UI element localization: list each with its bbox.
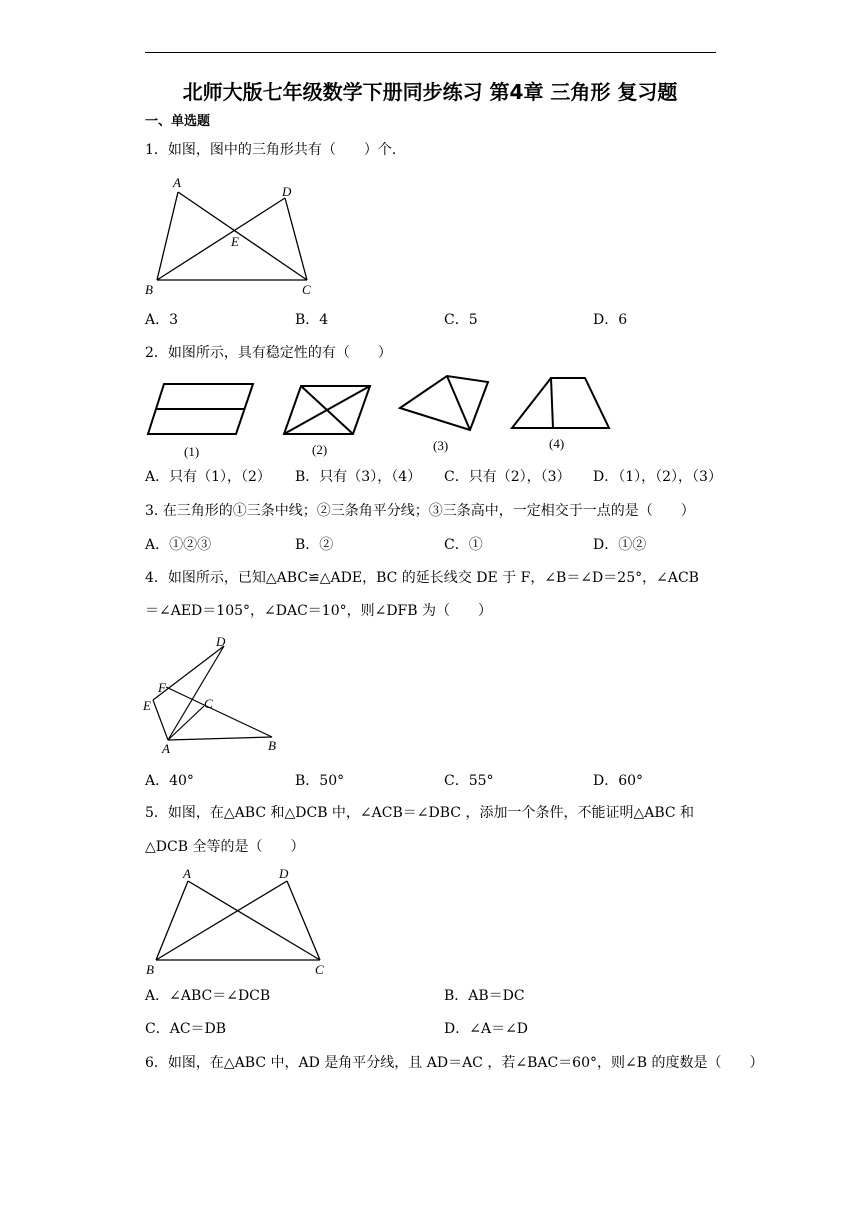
q5-option-d: D．∠A＝∠D — [444, 1021, 529, 1037]
q4-option-c: C．55° — [444, 773, 494, 789]
section-heading: 一、单选题 — [145, 114, 211, 129]
q5-option-c: C．AC＝DB — [145, 1021, 227, 1037]
fig2-label-4: (4) — [549, 436, 565, 451]
question-6-stem: 6．如图，在△ABC 中，AD 是角平分线，且 AD＝AC ，若∠BAC＝60°，则∠B 的度数是（ ） — [145, 1055, 764, 1071]
fig1-label-e: E — [231, 234, 239, 249]
question-2-figure — [140, 370, 620, 462]
fig2-label-1: (1) — [184, 444, 200, 459]
question-5-stem-line-2: △DCB 全等的是（ ） — [145, 839, 305, 855]
q5-option-a: A．∠ABC＝∠DCB — [145, 988, 271, 1004]
q2-option-d: D．（1），（2），（3） — [593, 469, 722, 485]
fig2-label-3: (3) — [433, 438, 449, 453]
fig5-label-a: A — [183, 866, 191, 881]
question-1-figure — [140, 170, 330, 300]
fig4-label-d: D — [216, 634, 226, 649]
fig5-label-d: D — [279, 866, 289, 881]
q4-option-b: B．50° — [295, 773, 345, 789]
fig1-label-c: C — [302, 282, 311, 297]
page-title: 北师大版七年级数学下册同步练习 第4章 三角形 复习题 — [182, 80, 678, 104]
question-4-stem-line-2: ＝∠AED＝105°，∠DAC＝10°，则∠DFB 为（ ） — [145, 603, 493, 619]
q1-option-b: B．4 — [295, 312, 329, 328]
question-5-stem-line-1: 5．如图，在△ABC 和△DCB 中，∠ACB＝∠DBC ，添加一个条件，不能证明△ABC 和 — [145, 805, 695, 821]
question-2-stem: 2．如图所示，具有稳定性的有（ ） — [145, 345, 392, 361]
fig5-label-c: C — [315, 962, 324, 977]
fig4-label-e: E — [143, 698, 151, 713]
q4-option-a: A．40° — [145, 773, 194, 789]
fig1-label-a: A — [173, 175, 181, 190]
fig1-label-b: B — [145, 282, 153, 297]
fig4-label-b: B — [268, 738, 276, 753]
question-5-figure — [140, 862, 340, 978]
q4-option-d: D．60° — [593, 773, 644, 789]
fig1-label-d: D — [282, 184, 292, 199]
header-rule — [145, 52, 716, 53]
q1-option-d: D．6 — [593, 312, 628, 328]
q3-option-a: A．①②③ — [145, 537, 212, 553]
question-3-stem: 3. 在三角形的①三条中线；②三条角平分线；③三条高中，一定相交于一点的是（ ） — [145, 503, 695, 519]
fig5-label-b: B — [146, 962, 154, 977]
fig2-label-2: (2) — [312, 442, 328, 457]
q1-option-a: A．3 — [145, 312, 179, 328]
q2-option-a: A．只有（1），（2） — [145, 469, 271, 485]
question-1-stem: 1．如图，图中的三角形共有（ ）个． — [145, 142, 406, 158]
q1-option-c: C．5 — [444, 312, 478, 328]
question-4-figure — [140, 630, 290, 755]
q2-option-c: C．只有（2），（3） — [444, 469, 571, 485]
q3-option-d: D．①② — [593, 537, 647, 553]
fig4-label-f: F — [158, 680, 166, 695]
q3-option-c: C．① — [444, 537, 483, 553]
question-4-stem-line-1: 4．如图所示，已知△ABC≌△ADE，BC 的延长线交 DE 于 F，∠B＝∠D＝25°，∠ACB — [145, 570, 699, 586]
fig4-label-c: C — [204, 696, 213, 711]
q3-option-b: B．② — [295, 537, 334, 553]
q5-option-b: B．AB＝DC — [444, 988, 525, 1004]
fig4-label-a: A — [162, 741, 170, 755]
q2-option-b: B．只有（3），（4） — [295, 469, 422, 485]
